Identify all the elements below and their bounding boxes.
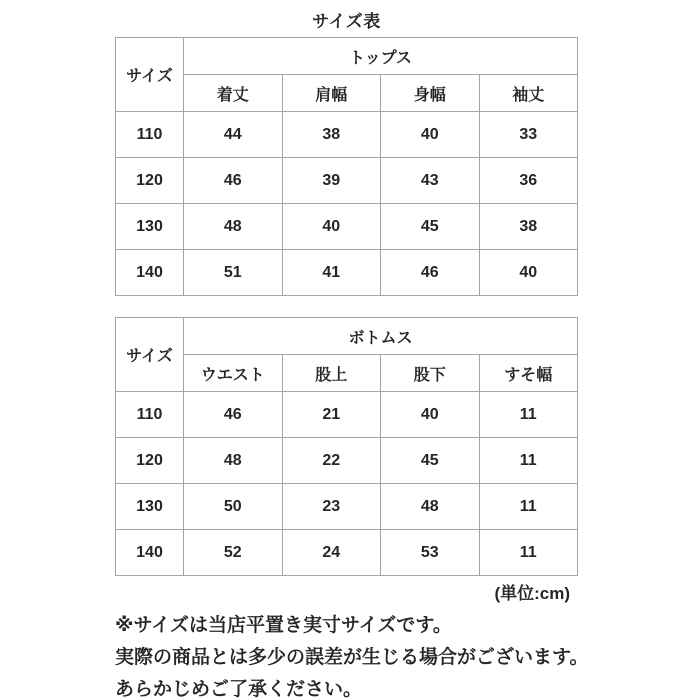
tops-col-header-body-width: 身幅 bbox=[381, 75, 480, 112]
disclaimer-notes bbox=[115, 610, 700, 700]
value-cell: 11 bbox=[479, 484, 578, 530]
table-gap bbox=[115, 296, 578, 317]
bottoms-header-row bbox=[116, 318, 578, 355]
value-cell: 11 bbox=[479, 438, 578, 484]
tops-row-110 bbox=[116, 112, 578, 158]
size-cell: 110 bbox=[116, 112, 184, 158]
size-cell: 130 bbox=[116, 484, 184, 530]
tops-subheader-row bbox=[116, 75, 578, 112]
value-cell: 40 bbox=[381, 112, 480, 158]
bottoms-group-header: ボトムス bbox=[184, 318, 578, 355]
size-cell: 130 bbox=[116, 204, 184, 250]
value-cell: 21 bbox=[282, 392, 381, 438]
value-cell: 40 bbox=[479, 250, 578, 296]
value-cell: 40 bbox=[381, 392, 480, 438]
value-cell: 51 bbox=[184, 250, 283, 296]
value-cell: 36 bbox=[479, 158, 578, 204]
bottoms-size-column-header: サイズ bbox=[116, 318, 184, 392]
value-cell: 45 bbox=[381, 438, 480, 484]
tops-row-140 bbox=[116, 250, 578, 296]
value-cell: 23 bbox=[282, 484, 381, 530]
unit-note: (単位:cm) bbox=[494, 584, 570, 603]
value-cell: 11 bbox=[479, 392, 578, 438]
size-cell: 120 bbox=[116, 158, 184, 204]
value-cell: 39 bbox=[282, 158, 381, 204]
value-cell: 38 bbox=[282, 112, 381, 158]
size-cell: 110 bbox=[116, 392, 184, 438]
tops-col-header-body-length: 着丈 bbox=[184, 75, 283, 112]
bottoms-row-140 bbox=[116, 530, 578, 576]
value-cell: 24 bbox=[282, 530, 381, 576]
note-line-measurement: ※サイズは当店平置き実寸サイズです。 bbox=[115, 615, 452, 636]
bottoms-row-110 bbox=[116, 392, 578, 438]
value-cell: 41 bbox=[282, 250, 381, 296]
bottoms-col-header-inseam: 股下 bbox=[381, 355, 480, 392]
tops-group-header: トップス bbox=[184, 38, 578, 75]
bottoms-col-header-rise: 股上 bbox=[282, 355, 381, 392]
bottoms-subheader-row bbox=[116, 355, 578, 392]
size-cell: 140 bbox=[116, 250, 184, 296]
value-cell: 46 bbox=[184, 392, 283, 438]
tops-col-header-sleeve-length: 袖丈 bbox=[479, 75, 578, 112]
value-cell: 11 bbox=[479, 530, 578, 576]
tops-size-table bbox=[115, 37, 578, 296]
value-cell: 46 bbox=[381, 250, 480, 296]
value-cell: 53 bbox=[381, 530, 480, 576]
bottoms-col-header-hem-width: すそ幅 bbox=[479, 355, 578, 392]
tops-row-120 bbox=[116, 158, 578, 204]
value-cell: 33 bbox=[479, 112, 578, 158]
value-cell: 50 bbox=[184, 484, 283, 530]
page-title: サイズ表 bbox=[312, 12, 381, 31]
value-cell: 44 bbox=[184, 112, 283, 158]
value-cell: 46 bbox=[184, 158, 283, 204]
value-cell: 52 bbox=[184, 530, 283, 576]
note-line-understanding: あらかじめご了承ください。 bbox=[115, 679, 363, 700]
tops-col-header-shoulder-width: 肩幅 bbox=[282, 75, 381, 112]
value-cell: 48 bbox=[184, 438, 283, 484]
tops-header-row bbox=[116, 38, 578, 75]
bottoms-size-table bbox=[115, 317, 578, 576]
size-cell: 120 bbox=[116, 438, 184, 484]
value-cell: 40 bbox=[282, 204, 381, 250]
tops-row-130 bbox=[116, 204, 578, 250]
bottoms-row-130 bbox=[116, 484, 578, 530]
value-cell: 22 bbox=[282, 438, 381, 484]
size-cell: 140 bbox=[116, 530, 184, 576]
bottoms-col-header-waist: ウエスト bbox=[184, 355, 283, 392]
bottoms-row-120 bbox=[116, 438, 578, 484]
value-cell: 45 bbox=[381, 204, 480, 250]
value-cell: 48 bbox=[184, 204, 283, 250]
note-line-tolerance: 実際の商品とは多少の誤差が生じる場合がございます。 bbox=[115, 647, 589, 668]
value-cell: 48 bbox=[381, 484, 480, 530]
size-chart-sheet bbox=[115, 0, 589, 700]
value-cell: 38 bbox=[479, 204, 578, 250]
value-cell: 43 bbox=[381, 158, 480, 204]
tops-size-column-header: サイズ bbox=[116, 38, 184, 112]
